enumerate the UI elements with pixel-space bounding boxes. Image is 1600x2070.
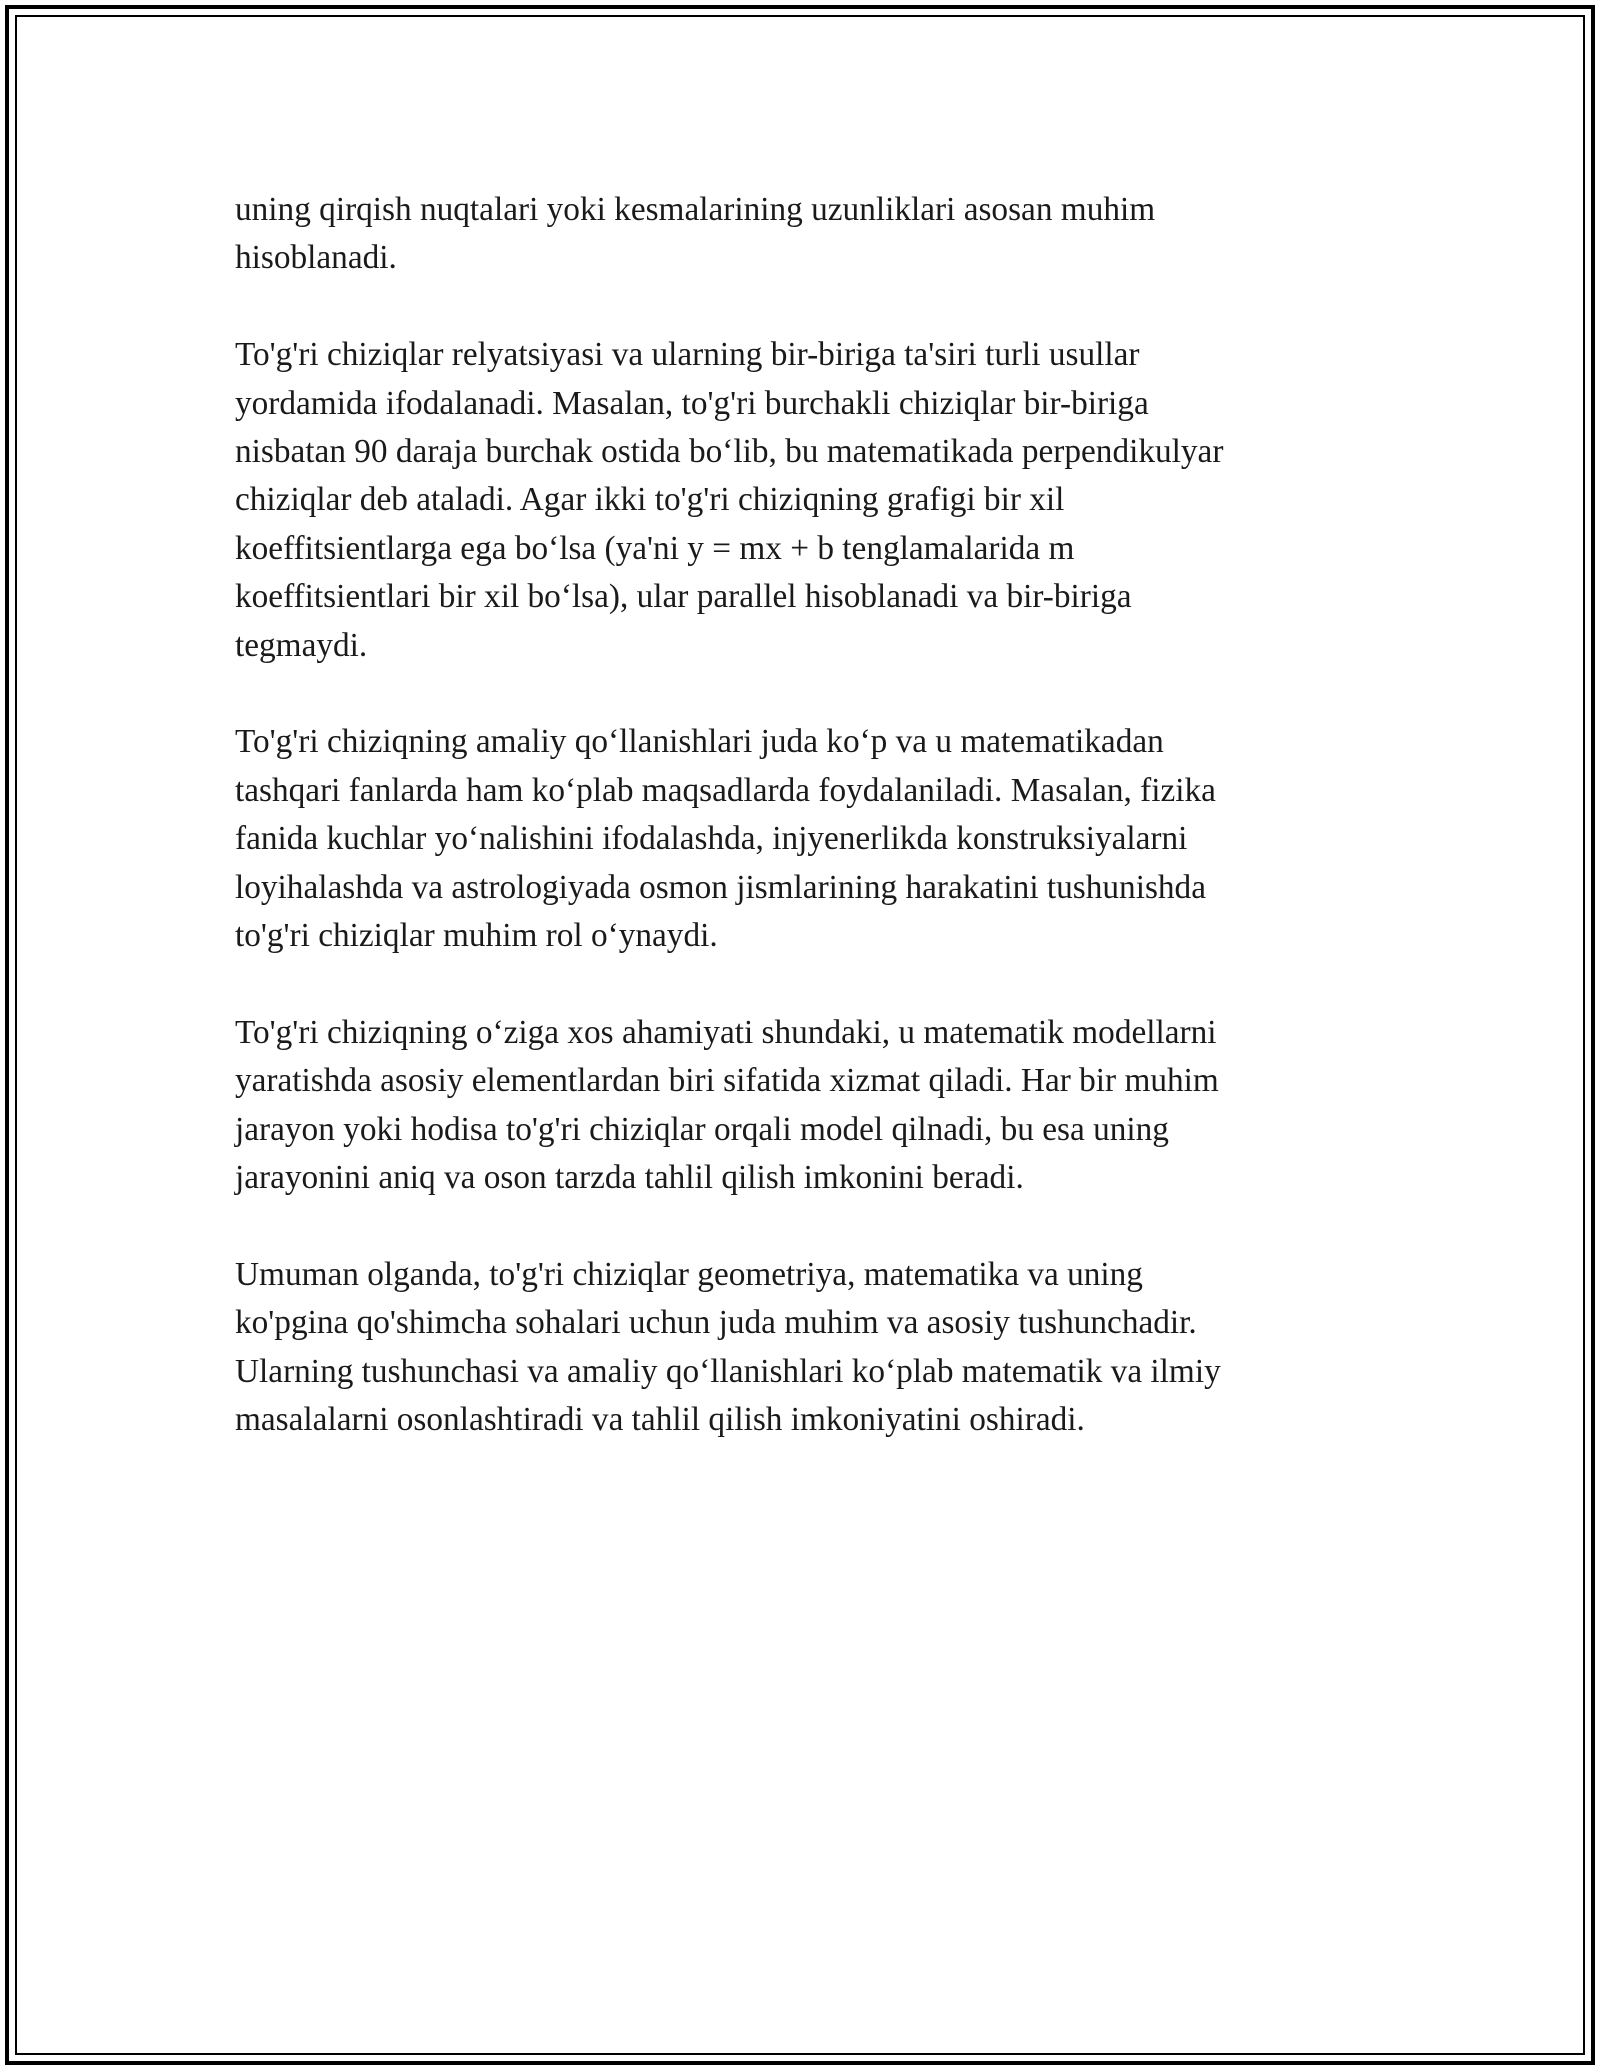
- paragraph-1: uning qirqish nuqtalari yoki kesmalarining uzunliklari asosan muhim hisoblanadi.: [235, 191, 1156, 277]
- paragraph-3: To'g'ri chiziqning amaliy qo‘llanishlari juda ko‘p va u matematikadan tashqari fanlarda ham ko‘plab maqsadlarda foydalaniladi. Masalan, fizika fanida kuchlar yo‘nalishini ifodalashda, injyenerlikda konstruksiyalarni loyihalashda va astrologiyada osmon jismlarining harakatini tushunishda to'g'ri chiziqlar muhim rol o‘ynaydi.: [235, 723, 1216, 955]
- document-body: [235, 186, 1360, 1493]
- paragraph-2: To'g'ri chiziqlar relyatsiyasi va ularning bir-biriga ta'siri turli usullar yordamida ifodalanadi. Masalan, to'g'ri burchakli chiziqlar bir-biriga nisbatan 90 daraja burchak ostida bo‘lib, bu matematikada perpendikulyar chiziqlar deb ataladi. Agar ikki to'g'ri chiziqning grafigi bir xil koeffitsientlarga ega bo‘lsa (ya'ni y = mx + b tenglamalarida m koeffitsientlari bir xil bo‘lsa), ular parallel hisoblanadi va bir-biriga tegmaydi.: [235, 336, 1224, 664]
- paragraph-4: To'g'ri chiziqning o‘ziga xos ahamiyati shundaki, u matematik modellarni yaratishda asosiy elementlardan biri sifatida xizmat qiladi. Har bir muhim jarayon yoki hodisa to'g'ri chiziqlar orqali model qilnadi, bu esa uning jarayonini aniq va oson tarzda tahlil qilish imkonini beradi.: [235, 1013, 1219, 1197]
- paragraph-5: Umuman olganda, to'g'ri chiziqlar geometriya, matematika va uning ko'pgina qo'shimcha sohalari uchun juda muhim va asosiy tushunchadir. Ularning tushunchasi va amaliy qo‘llanishlari ko‘plab matematik va ilmiy masalalarni osonlashtiradi va tahlil qilish imkoniyatini oshiradi.: [235, 1255, 1221, 1439]
